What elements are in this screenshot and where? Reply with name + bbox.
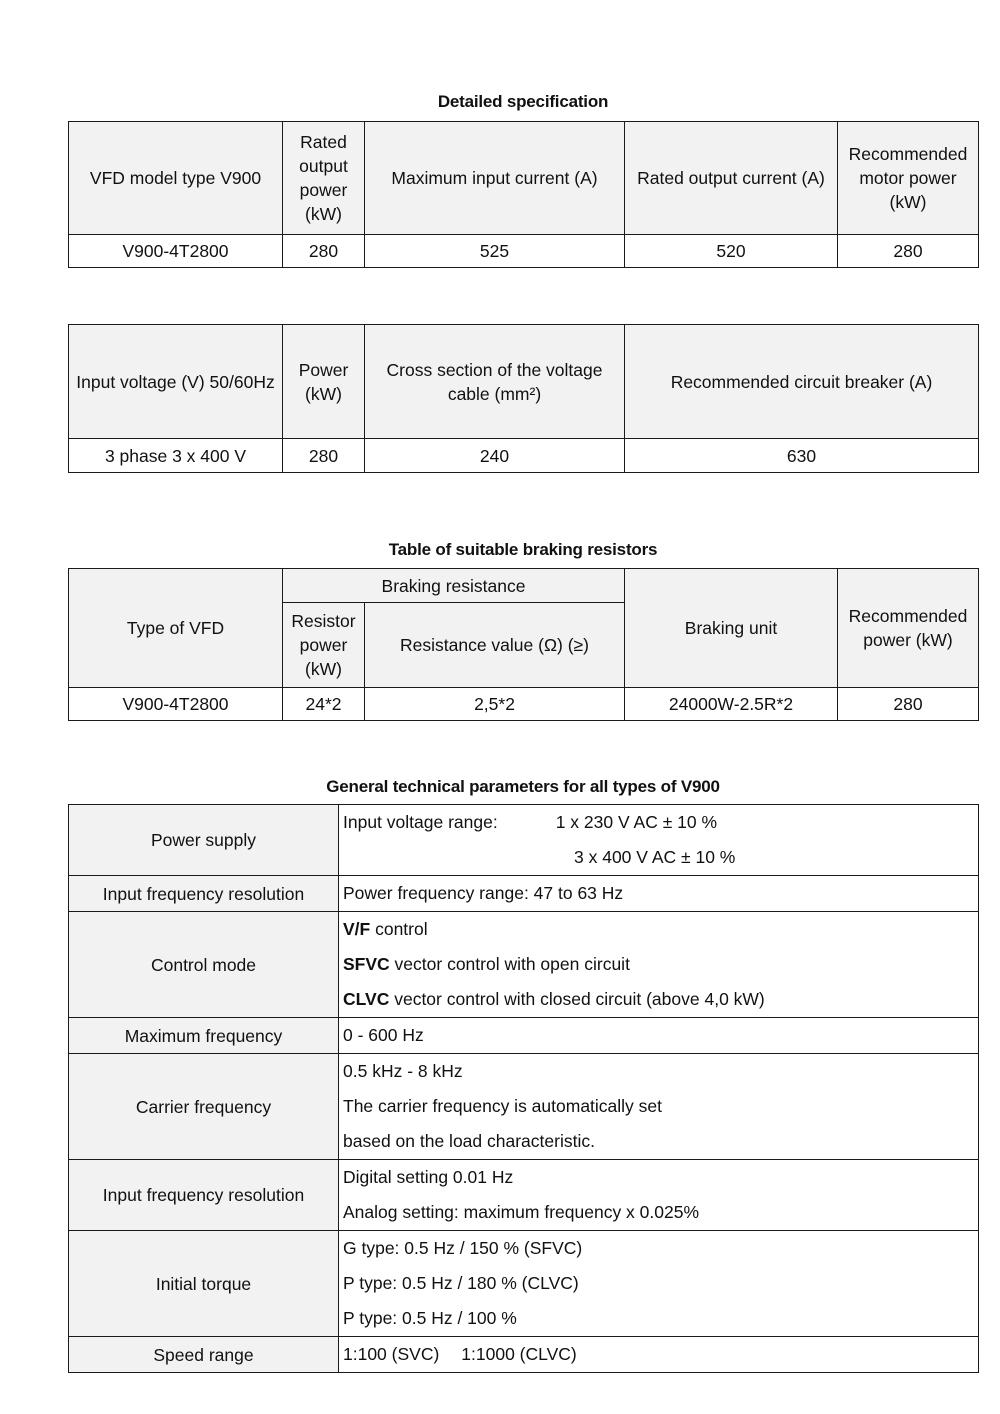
param-label-initial-torque: Initial torque (69, 1231, 339, 1337)
torque-p-type-clvc: P type: 0.5 Hz / 180 % (CLVC) (343, 1273, 579, 1293)
spec-cell-rated-power: 280 (283, 235, 365, 268)
param-row-power-supply (69, 805, 979, 876)
spec-header-max-input-current: Maximum input current (A) (365, 122, 625, 235)
torque-p-type: P type: 0.5 Hz / 100 % (343, 1308, 517, 1328)
spec-header-rated-power: Rated output power (kW) (283, 122, 365, 235)
spec-header-recommended-motor-power: Recommended motor power (kW) (838, 122, 979, 235)
carrier-frequency-range: 0.5 kHz - 8 kHz (343, 1061, 463, 1081)
control-mode-sfvc: SFVC vector control with open circuit (343, 954, 630, 974)
param-label-input-frequency-resolution-2: Input frequency resolution (69, 1160, 339, 1231)
braking-header-resistance-value: Resistance value (Ω) (≥) (365, 603, 625, 688)
power-frequency-range: Power frequency range: 47 to 63 Hz (343, 883, 624, 903)
param-row-input-frequency-resolution-2 (69, 1160, 979, 1231)
analog-setting: Analog setting: maximum frequency x 0.025% (343, 1202, 700, 1222)
braking-header-recommended-power: Recommended power (kW) (838, 569, 979, 688)
input-header-circuit-breaker: Recommended circuit breaker (A) (625, 325, 979, 439)
braking-cell-type: V900-4T2800 (69, 688, 283, 721)
braking-header-resistance-group: Braking resistance (283, 569, 625, 603)
braking-header-resistor-power: Resistor power (kW) (283, 603, 365, 688)
spec-cell-model: V900-4T2800 (69, 235, 283, 268)
param-label-carrier-frequency: Carrier frequency (69, 1054, 339, 1160)
braking-table (68, 568, 979, 721)
spec-cell-recommended-motor-power: 280 (838, 235, 979, 268)
general-table (68, 804, 979, 1373)
param-label-input-frequency-resolution: Input frequency resolution (69, 876, 339, 912)
input-header-power: Power (kW) (283, 325, 365, 439)
param-row-control-mode (69, 912, 979, 1018)
spec-header-model: VFD model type V900 (69, 122, 283, 235)
braking-cell-resistor-power: 24*2 (283, 688, 365, 721)
speed-range-clvc: 1:1000 (CLVC) (461, 1344, 577, 1364)
braking-cell-unit: 24000W-2.5R*2 (625, 688, 838, 721)
param-row-speed-range (69, 1337, 979, 1373)
torque-g-type: G type: 0.5 Hz / 150 % (SFVC) (343, 1238, 583, 1258)
speed-range-value (343, 1337, 974, 1372)
input-cell-cable-cross-section: 240 (365, 439, 625, 473)
param-row-initial-torque (69, 1231, 979, 1337)
spec-cell-rated-output-current: 520 (625, 235, 838, 268)
general-title: General technical parameters for all types of V900 (326, 777, 720, 796)
input-table (68, 324, 979, 473)
control-mode-clvc: CLVC vector control with closed circuit (above 4,0 kW) (343, 989, 765, 1009)
braking-title: Table of suitable braking resistors (388, 540, 658, 559)
braking-cell-resistance-value: 2,5*2 (365, 688, 625, 721)
input-cell-voltage: 3 phase 3 x 400 V (69, 439, 283, 473)
maximum-frequency-value: 0 - 600 Hz (343, 1025, 424, 1045)
braking-cell-recommended-power: 280 (838, 688, 979, 721)
param-value-power-supply (339, 805, 979, 876)
power-supply-line-1 (343, 805, 974, 840)
param-label-maximum-frequency: Maximum frequency (69, 1018, 339, 1054)
input-cell-circuit-breaker: 630 (625, 439, 979, 473)
input-header-voltage: Input voltage (V) 50/60Hz (69, 325, 283, 439)
voltage-range-400: 3 x 400 V AC ± 10 % (574, 847, 736, 867)
voltage-range-230: 1 x 230 V AC ± 10 % (555, 812, 718, 832)
spec-title: Detailed specification (437, 92, 609, 111)
carrier-frequency-note-1: The carrier frequency is automatically set (343, 1096, 663, 1116)
param-row-maximum-frequency (69, 1018, 979, 1054)
control-mode-vf: V/F control (343, 919, 428, 939)
param-row-input-frequency-resolution-1 (69, 876, 979, 912)
spec-cell-max-input-current: 525 (365, 235, 625, 268)
input-header-cable-cross-section: Cross section of the voltage cable (mm²) (365, 325, 625, 439)
speed-range-svc: 1:100 (SVC) (343, 1344, 440, 1364)
braking-header-type: Type of VFD (69, 569, 283, 688)
param-row-carrier-frequency (69, 1054, 979, 1160)
param-label-speed-range: Speed range (69, 1337, 339, 1373)
carrier-frequency-note-2: based on the load characteristic. (343, 1131, 595, 1151)
param-label-power-supply: Power supply (69, 805, 339, 876)
spec-table (68, 121, 979, 268)
braking-header-unit: Braking unit (625, 569, 838, 688)
voltage-range-label: Input voltage range: (343, 812, 498, 832)
param-label-control-mode: Control mode (69, 912, 339, 1018)
digital-setting: Digital setting 0.01 Hz (343, 1167, 514, 1187)
spec-header-rated-output-current: Rated output current (A) (625, 122, 838, 235)
input-cell-power: 280 (283, 439, 365, 473)
